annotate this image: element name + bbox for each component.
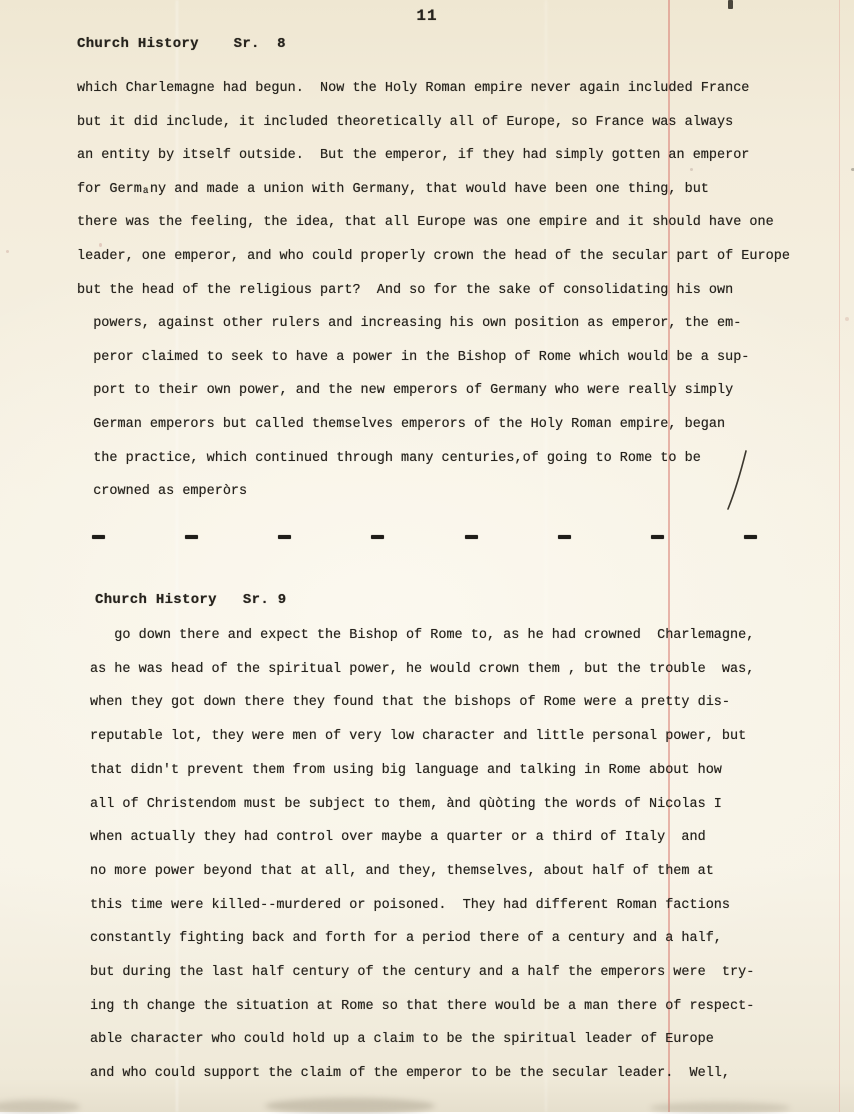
typed-dash (92, 535, 105, 539)
typed-dash (465, 535, 478, 539)
section-church-history-sr8 (77, 36, 790, 509)
text-line: German emperors but called themselves emperors of the Holy Roman empire, began (77, 416, 726, 432)
text-line: but it did include, it included theoretically all of Europe, so France was always (77, 114, 734, 130)
section-heading: Church History Sr. 9 (95, 592, 287, 608)
typed-dash (651, 535, 664, 539)
page-number: 11 (416, 7, 438, 25)
section-body (90, 619, 754, 1091)
text-line: but the head of the religious part? And so for the sake of consolidating his own (77, 282, 734, 298)
paper-speck (845, 317, 849, 321)
text-line: powers, against other rulers and increasing his own position as emperor, the em- (77, 316, 742, 332)
section-church-history-sr9 (90, 592, 754, 1091)
typed-dash (185, 535, 198, 539)
paper-speck (690, 168, 693, 171)
text-line: leader, one emperor, and who could properly crown the head of the secular part of Europe (77, 248, 790, 264)
text-line: constantly fighting back and forth for a period there of a century and a half, (90, 931, 722, 947)
text-line: and who could support the claim of the emperor to be the secular leader. Well, (90, 1066, 731, 1082)
text-line: go down there and expect the Bishop of Rome to, as he had crowned Charlemagne, (90, 628, 755, 643)
text-line: that didn't prevent them from using big language and talking in Rome about how (90, 762, 722, 778)
text-line: all of Christendom must be subject to them, ànd qùòting the words of Nicolas I (90, 796, 722, 812)
text-line: for Germₐny and made a union with Germany, that would have been one thing, but (77, 181, 709, 197)
typed-dash (558, 535, 571, 539)
text-line: no more power beyond that at all, and they, themselves, about half of them at (90, 863, 714, 879)
text-line: when actually they had control over maybe a quarter or a third of Italy and (90, 830, 706, 846)
text-line: but during the last half century of the century and a half the emperors were try- (90, 965, 755, 981)
text-line: peror claimed to seek to have a power in the Bishop of Rome which would be a sup- (77, 349, 750, 365)
text-line: reputable lot, they were men of very low character and little personal power, but (90, 729, 747, 745)
section-body (77, 72, 790, 509)
section-heading: Church History Sr. 8 (77, 36, 286, 52)
text-line: which Charlemagne had begun. Now the Holy Roman empire never again included France (77, 81, 750, 96)
paper-speck (6, 250, 9, 253)
text-line: able character who could hold up a claim to be the spiritual leader of Europe (90, 1032, 714, 1048)
typed-dash (371, 535, 384, 539)
text-line: there was the feeling, the idea, that all Europe was one empire and it should have one (77, 215, 774, 231)
text-line: crowned as emperòrs (77, 484, 248, 500)
right-edge-pink-line (839, 0, 840, 1112)
text-line: as he was head of the spiritual power, he would crown them , but the trouble was, (90, 661, 755, 677)
scan-smudge (650, 1102, 790, 1114)
typed-dash (744, 535, 757, 539)
text-line: ing th change the situation at Rome so that there would be a man there of respect- (90, 998, 755, 1014)
text-line: this time were killed--murdered or poisoned. They had different Roman factions (90, 897, 731, 913)
text-line: an entity by itself outside. But the emperor, if they had simply gotten an emperor (77, 148, 750, 164)
text-line: when they got down there they found that the bishops of Rome were a pretty dis- (90, 695, 731, 711)
handwritten-slash-mark (722, 449, 750, 513)
text-line: the practice, which continued through many centuries,of going to Rome to be (77, 450, 701, 466)
text-line: port to their own power, and the new emperors of Germany who were really simply (77, 383, 734, 399)
typed-dash-separator (92, 533, 757, 541)
typed-dash (278, 535, 291, 539)
paper-speck (99, 243, 102, 247)
